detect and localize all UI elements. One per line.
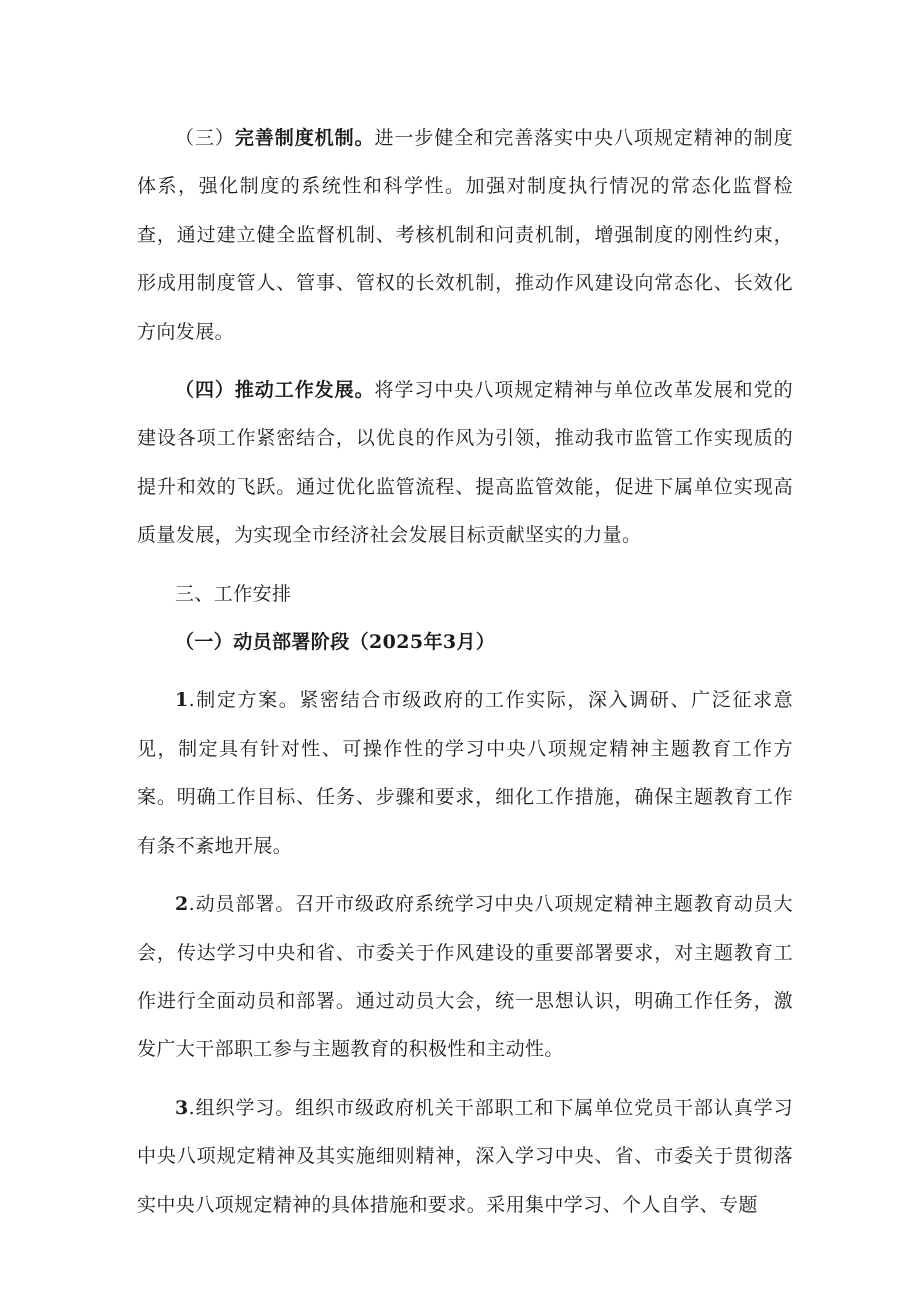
chapter-heading: 三、工作安排 [175, 582, 292, 605]
item-1-number: 1 [175, 689, 189, 712]
item-2-text: .动员部署。召开市级政府系统学习中央八项规定精神主题教育动员大会，传达学习中央和省、市委关于作风建设的重要部署要求，对主题教育工作进行全面动员和部署。通过动员大会，统一思想认识，明确工作任务，激发广大干部职工参与主题教育的积极性和主动性。 [137, 893, 793, 1061]
item-3-paragraph [137, 1084, 793, 1229]
section-3-title: 完善制度机制。 [234, 127, 375, 149]
section-4-body: 将学习中央八项规定精神与单位改革发展和党的建设各项工作紧密结合，以优良的作风为引领，推动我市监管工作实现质的提升和效的飞跃。通过优化监管流程、提高监管效能，促进下属单位实现高质量发展，为实现全市经济社会发展目标贡献坚实的力量。 [137, 379, 793, 547]
item-1-text: .制定方案。紧密结合市级政府的工作实际，深入调研、广泛征求意见，制定具有针对性、可操作性的学习中央八项规定精神主题教育工作方案。明确工作目标、任务、步骤和要求，细化工作措施，确保主题教育工作有条不紊地开展。 [137, 689, 793, 857]
item-2-paragraph [137, 880, 793, 1074]
item-3-text: .组织学习。组织市级政府机关干部职工和下属单位党员干部认真学习中央八项规定精神及其实施细则精神，深入学习中央、省、市委关于贯彻落实中央八项规定精神的具体措施和要求。采用集中学习、个人自学、专题 [137, 1096, 793, 1216]
section-3-body: 进一步健全和完善落实中央八项规定精神的制度体系，强化制度的系统性和科学性。加强对制度执行情况的常态化监督检查，通过建立健全监督机制、考核机制和问责机制，增强制度的刚性约束，形成用制度管人、管事、管权的长效机制，推动作风建设向常态化、长效化方向发展。 [137, 127, 793, 343]
phase-heading: （一）动员部署阶段（2025年3月） [175, 631, 496, 654]
item-1-paragraph [137, 676, 793, 870]
section-3-paragraph [137, 114, 793, 356]
item-2-number: 2 [175, 893, 189, 916]
section-4-title: （四）推动工作发展。 [175, 379, 375, 402]
section-3-prefix: （三） [175, 127, 235, 149]
document-body [137, 114, 793, 1229]
item-3-number: 3 [175, 1096, 189, 1119]
section-4-paragraph [137, 366, 793, 560]
